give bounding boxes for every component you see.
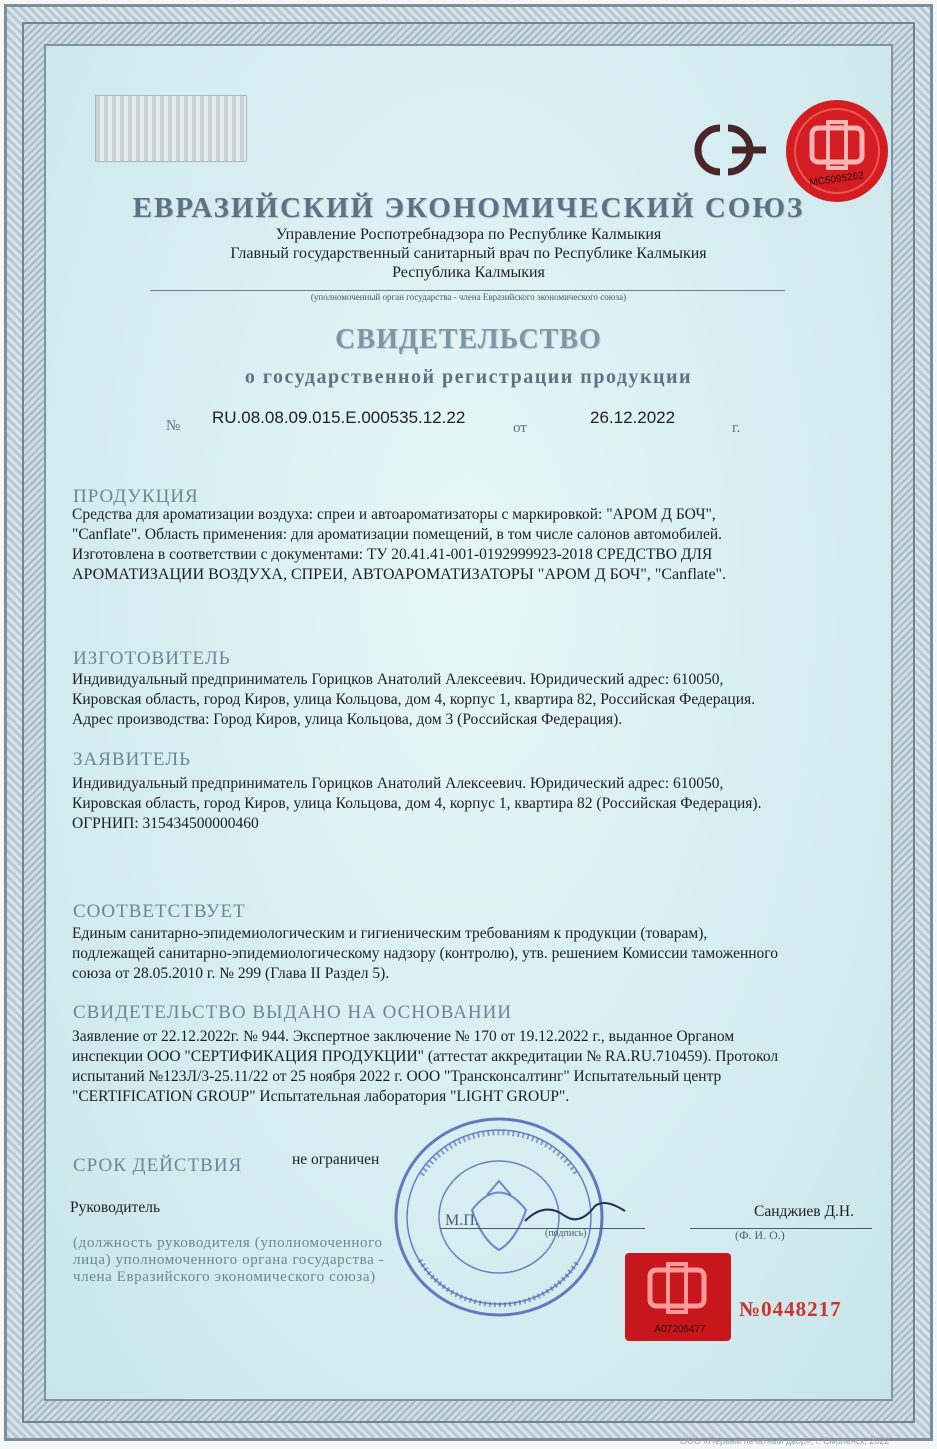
bottom-hologram-sticker-icon	[624, 1252, 732, 1342]
chief-label: Руководитель	[70, 1199, 161, 1216]
signature-caption: (подпись)	[545, 1228, 587, 1239]
manufacturer-line: Адрес производства: Город Киров, улица Кольцова, дом 3 (Российская Федерация).	[72, 711, 623, 728]
manufacturer-line: Кировская область, город Киров, улица Кольцова, дом 4, корпус 1, квартира 82, Российская Федерация.	[72, 691, 755, 708]
manufacturer-line: Индивидуальный предприниматель Горицков Анатолий Алексеевич. Юридический адрес: 610050,	[72, 671, 724, 688]
certificate-subtitle: о государственной регистрации продукции	[244, 366, 693, 388]
position-note	[73, 1235, 433, 1286]
red-hologram-seal-icon	[782, 98, 892, 204]
conforms-line: Единым санитарно-эпидемиологическим и гигиеническим требованиям к продукции (товарам),	[72, 925, 708, 942]
product-line: "Canflate". Область применения: для ароматизации помещений, в том числе салонов автомобилей.	[72, 526, 723, 543]
section-manufacturer-text	[72, 670, 872, 730]
authority-line-3: Республика Калмыкия	[392, 264, 545, 281]
basis-line: испытаний №123Л/3-25.11/22 от 25 ноября 2022 г. ООО "Трансконсалтинг" Испытательный центр	[72, 1068, 722, 1085]
top-hologram-code: МС5095262	[808, 170, 865, 189]
section-title-product: ПРОДУКЦИЯ	[73, 486, 199, 507]
basis-line: "CERTIFICATION GROUP" Испытательная лаборатория "LIGHT GROUP".	[72, 1088, 570, 1105]
basis-line: Заявление от 22.12.2022г. № 944. Экспертное заключение № 170 от 19.12.2022 г., выданное Органом	[72, 1028, 735, 1045]
conforms-line: подлежащей санитарно-эпидемиологическому надзору (контролю), утв. решением Комиссии таможенного	[72, 945, 779, 962]
section-title-manufacturer: ИЗГОТОВИТЕЛЬ	[73, 648, 231, 669]
number-sign: №	[166, 418, 181, 434]
section-title-basis: СВИДЕТЕЛЬСТВО ВЫДАНО НА ОСНОВАНИИ	[73, 1002, 513, 1023]
section-title-validity: СРОК ДЕЙСТВИЯ	[73, 1155, 243, 1176]
authority-line-2: Главный государственный санитарный врач по Республике Калмыкия	[230, 245, 707, 262]
basis-line: инспекции ООО "СЕРТИФИКАЦИЯ ПРОДУКЦИИ" (аттестат аккредитации № RA.RU.710459). Протокол	[72, 1048, 779, 1065]
union-title: ЕВРАЗИЙСКИЙ ЭКОНОМИЧЕСКИЙ СОЮЗ	[132, 192, 805, 224]
registration-number: RU.08.08.09.015.Е.000535.12.22	[212, 408, 466, 427]
position-note-line: (должность руководителя (уполномоченного	[73, 1235, 383, 1251]
conforms-line: союза от 28.05.2010 г. № 299 (Глава II Раздел 5).	[72, 965, 390, 982]
product-line: Средства для ароматизации воздуха: спреи и автоароматизаторы с маркировкой: "АРОМ Д БОЧ",	[72, 506, 716, 523]
section-product-text	[72, 505, 872, 585]
header-divider	[150, 290, 785, 291]
stamp-place-label: М.П.	[445, 1212, 479, 1229]
authority-line-1: Управление Роспотребнадзора по Республике Калмыкия	[275, 226, 662, 243]
applicant-line: Кировская область, город Киров, улица Кольцова, дом 4, корпус 1, квартира 82 (Российская Федерация).	[72, 795, 762, 812]
product-line: Изготовлена в соответствии с документами: ТУ 20.41.41-001-0192999923-2018 СРЕДСТВО ДЛЯ	[72, 546, 713, 563]
year-suffix: г.	[732, 420, 741, 436]
position-note-line: лица) уполномоченного органа государства -	[73, 1252, 385, 1268]
authority-note: (уполномоченный орган государства - члена Евразийского экономического союза)	[310, 292, 627, 302]
sanitary-logo-icon	[680, 120, 775, 180]
section-title-applicant: ЗАЯВИТЕЛЬ	[73, 749, 192, 770]
certificate-title: СВИДЕТЕЛЬСТВО	[335, 324, 602, 355]
applicant-line: ОГРНИП: 315434500000460	[72, 815, 259, 832]
name-caption: (Ф. И. О.)	[735, 1228, 785, 1242]
section-title-conforms: СООТВЕТСТВУЕТ	[73, 901, 246, 922]
hologram-strip	[95, 95, 247, 162]
bottom-hologram-code: А07206477	[654, 1324, 706, 1335]
chief-name: Санджиев Д.Н.	[754, 1203, 854, 1220]
registration-date: 26.12.2022	[590, 408, 676, 427]
section-conforms-text	[72, 924, 872, 984]
section-basis-text	[72, 1027, 872, 1107]
serial-number: №0448217	[739, 1297, 842, 1321]
section-applicant-text	[72, 774, 872, 834]
position-note-line: члена Евразийского экономического союза)	[73, 1269, 376, 1285]
validity-value: не ограничен	[292, 1151, 380, 1168]
printer-footer: ООО «Первый печатный двор», г. Смоленск, 2022	[680, 1436, 890, 1446]
product-line: АРОМАТИЗАЦИИ ВОЗДУХА, СПРЕИ, АВТОАРОМАТИЗАТОРЫ "АРОМ Д БОЧ", "Canflate".	[72, 566, 727, 583]
applicant-line: Индивидуальный предприниматель Горицков Анатолий Алексеевич. Юридический адрес: 610050,	[72, 775, 724, 792]
from-label: от	[513, 420, 527, 436]
